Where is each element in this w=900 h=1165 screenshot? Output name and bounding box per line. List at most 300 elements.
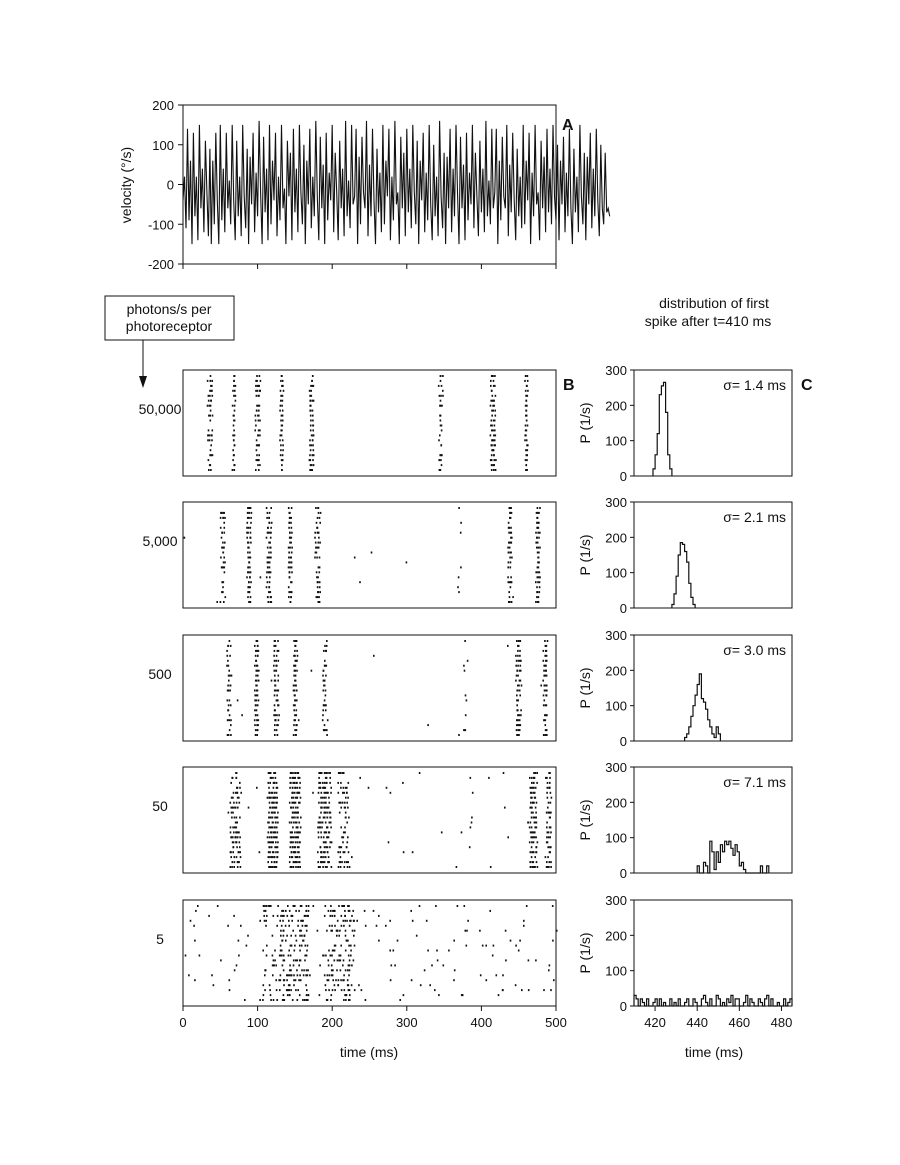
spike-dot [255, 729, 257, 731]
spike-dot [295, 802, 297, 804]
spike-dot [349, 964, 351, 966]
spike-dot [281, 950, 283, 952]
spike-dot [546, 694, 548, 696]
spike-dot [217, 905, 219, 907]
spike-dot [295, 846, 297, 848]
spike-dot [256, 734, 258, 736]
spike-dot [272, 807, 274, 809]
spike-dot [406, 561, 408, 563]
spike-dot [263, 994, 265, 996]
spike-dot [466, 930, 468, 932]
spike-dot [329, 925, 331, 927]
spike-dot [319, 542, 321, 544]
spike-dot [237, 807, 239, 809]
spike-dot [210, 405, 212, 407]
spike-dot [263, 905, 265, 907]
spike-dot [376, 925, 378, 927]
spike-dot [289, 910, 291, 912]
spike-dot [247, 552, 249, 554]
spike-dot [402, 782, 404, 784]
spike-dot [289, 984, 291, 986]
spike-dot [327, 974, 329, 976]
spike-dot [538, 601, 540, 603]
spike-dot [531, 782, 533, 784]
spike-dot [327, 807, 329, 809]
spike-dot [509, 557, 511, 559]
spike-dot [188, 974, 190, 976]
spike-dot [543, 719, 545, 721]
spike-dot [349, 910, 351, 912]
spike-dot [295, 680, 297, 682]
spike-dot [289, 856, 291, 858]
spike-dot [331, 930, 333, 932]
panel-b-xtick-label: 100 [246, 1015, 269, 1030]
spike-dot [226, 665, 228, 667]
spike-dot [230, 645, 232, 647]
spike-dot [440, 469, 442, 471]
spike-dot [349, 989, 351, 991]
spike-dot [457, 905, 459, 907]
spike-dot [249, 552, 251, 554]
spike-dot [346, 792, 348, 794]
spike-dot [240, 866, 242, 868]
spike-dot [270, 527, 272, 529]
spike-dot [328, 910, 330, 912]
spike-dot [546, 822, 548, 824]
spike-dot [209, 439, 211, 441]
spike-dot [260, 380, 262, 382]
histogram-bars [685, 674, 721, 741]
spike-dot [295, 645, 297, 647]
spike-dot [537, 557, 539, 559]
spike-dot [270, 591, 272, 593]
spike-dot [390, 979, 392, 981]
spike-dot [546, 729, 548, 731]
spike-dot [289, 802, 291, 804]
spike-dot [490, 866, 492, 868]
spike-dot [491, 390, 493, 392]
spike-dot [246, 945, 248, 947]
spike-dot [549, 772, 551, 774]
spike-dot [208, 429, 210, 431]
spike-dot [327, 826, 329, 828]
spike-dot [325, 675, 327, 677]
spike-dot [266, 517, 268, 519]
spike-dot [300, 826, 302, 828]
spike-dot [324, 851, 326, 853]
spike-dot [320, 782, 322, 784]
spike-dot [257, 645, 259, 647]
spike-dot [324, 792, 326, 794]
panel-c-xtick-label: 460 [728, 1015, 751, 1030]
spike-dot [288, 557, 290, 559]
spike-dot [249, 512, 251, 514]
histogram-panel [577, 760, 792, 881]
spike-dot [250, 527, 252, 529]
spike-dot [236, 817, 238, 819]
spike-dot [326, 777, 328, 779]
spike-dot [293, 866, 295, 868]
spike-dot [320, 822, 322, 824]
spike-dot [235, 385, 237, 387]
spike-dot [282, 459, 284, 461]
spike-dot [329, 777, 331, 779]
spike-dot [265, 925, 267, 927]
spike-dot [269, 989, 271, 991]
spike-dot [338, 792, 340, 794]
spike-dot [297, 836, 299, 838]
spike-dot [309, 444, 311, 446]
spike-dot [289, 964, 291, 966]
spike-dot [258, 650, 260, 652]
spike-dot [492, 375, 494, 377]
spike-dot [518, 685, 520, 687]
spike-dot [220, 959, 222, 961]
spike-dot [538, 522, 540, 524]
spike-dot [234, 405, 236, 407]
spike-dot [235, 792, 237, 794]
spike-dot [531, 792, 533, 794]
spike-dot [288, 547, 290, 549]
spike-dot [269, 841, 271, 843]
spike-dot [308, 905, 310, 907]
spike-dot [299, 935, 301, 937]
spike-dot [507, 645, 509, 647]
panel-b-xtick-label: 200 [321, 1015, 344, 1030]
spike-dot [527, 375, 529, 377]
spike-dot [274, 792, 276, 794]
spike-dot [276, 699, 278, 701]
spike-dot [493, 945, 495, 947]
spike-dot [222, 547, 224, 549]
spike-dot [516, 729, 518, 731]
spike-dot [519, 729, 521, 731]
spike-dot [542, 680, 544, 682]
panel-c-xlabel: time (ms) [684, 1044, 744, 1060]
spike-dot [456, 866, 458, 868]
spike-dot [276, 999, 278, 1001]
spike-dot [278, 719, 280, 721]
spike-dot [293, 797, 295, 799]
spike-dot [210, 469, 212, 471]
spike-dot [293, 959, 295, 961]
spike-dot [208, 469, 210, 471]
spike-dot [297, 812, 299, 814]
spike-dot [325, 955, 327, 957]
spike-dot [305, 945, 307, 947]
spike-dot [533, 772, 535, 774]
spike-dot [526, 905, 528, 907]
spike-dot [272, 817, 274, 819]
spike-dot [295, 989, 297, 991]
spike-dot [266, 586, 268, 588]
spike-dot [257, 464, 259, 466]
raster-frame [183, 635, 556, 741]
spike-dot [492, 429, 494, 431]
spike-dot [247, 935, 249, 937]
spike-dot [351, 915, 353, 917]
spike-dot [317, 826, 319, 828]
spike-dot [331, 866, 333, 868]
spike-dot [326, 782, 328, 784]
spike-dot [281, 405, 283, 407]
spike-dot [277, 856, 279, 858]
spike-dot [440, 420, 442, 422]
spike-dot [274, 729, 276, 731]
spike-dot [232, 812, 234, 814]
spike-dot [279, 439, 281, 441]
spike-dot [510, 566, 512, 568]
spike-dot [378, 940, 380, 942]
spike-dot [294, 714, 296, 716]
spike-dot [307, 999, 309, 1001]
spike-dot [526, 415, 528, 417]
spike-dot [291, 851, 293, 853]
spike-dot [207, 380, 209, 382]
spike-dot [510, 527, 512, 529]
spike-dot [464, 670, 466, 672]
spike-dot [312, 792, 314, 794]
spike-dot [267, 547, 269, 549]
spike-dot [314, 557, 316, 559]
spike-dot [281, 955, 283, 957]
spike-dot [550, 802, 552, 804]
spike-dot [323, 841, 325, 843]
spike-dot [471, 817, 473, 819]
spike-dot [441, 429, 443, 431]
spike-dot [239, 841, 241, 843]
spike-dot [233, 429, 235, 431]
spike-dot [256, 680, 258, 682]
spike-dot [297, 826, 299, 828]
spike-dot [291, 772, 293, 774]
spike-dot [519, 940, 521, 942]
spike-dot [297, 959, 299, 961]
spike-dot [258, 454, 260, 456]
histogram-ylabel: P (1/s) [577, 534, 593, 576]
spike-dot [354, 945, 356, 947]
histogram-ytick-label: 100 [605, 433, 627, 449]
spike-dot [545, 724, 547, 726]
spike-dot [291, 532, 293, 534]
spike-dot [329, 846, 331, 848]
spike-dot [272, 955, 274, 957]
spike-dot [339, 812, 341, 814]
spike-dot [319, 817, 321, 819]
spike-dot [281, 469, 283, 471]
spike-dot [277, 640, 279, 642]
spike-dot [530, 836, 532, 838]
spike-dot [211, 380, 213, 382]
spike-dot [276, 866, 278, 868]
spike-dot [269, 866, 271, 868]
spike-dot [234, 464, 236, 466]
spike-dot [295, 685, 297, 687]
spike-dot [299, 866, 301, 868]
spike-dot [185, 955, 187, 957]
spike-dot [517, 719, 519, 721]
spike-dot [537, 581, 539, 583]
spike-dot [531, 846, 533, 848]
spike-dot [280, 930, 282, 932]
spike-dot [515, 665, 517, 667]
spike-dot [210, 449, 212, 451]
spike-dot [248, 517, 250, 519]
spike-dot [228, 680, 230, 682]
spike-dot [322, 714, 324, 716]
spike-dot [295, 866, 297, 868]
histogram-ytick-label: 100 [605, 565, 627, 581]
spike-dot [358, 984, 360, 986]
spike-dot [467, 920, 469, 922]
spike-dot [472, 792, 474, 794]
spike-dot [295, 772, 297, 774]
spike-dot [312, 459, 314, 461]
spike-dot [303, 974, 305, 976]
spike-dot [222, 542, 224, 544]
spike-dot [291, 581, 293, 583]
spike-dot [530, 822, 532, 824]
spike-dot [519, 714, 521, 716]
panel-c-label: C [801, 377, 813, 394]
spike-dot [287, 915, 289, 917]
spike-dot [291, 552, 293, 554]
spike-dot [460, 522, 462, 524]
spike-dot [299, 856, 301, 858]
spike-dot [249, 576, 251, 578]
panel-a-ytick-label: 0 [166, 177, 174, 193]
spike-dot [343, 787, 345, 789]
spike-dot [552, 940, 554, 942]
spike-dot [234, 826, 236, 828]
spike-dot [337, 851, 339, 853]
spike-dot [356, 920, 358, 922]
spike-dot [297, 841, 299, 843]
spike-dot [229, 979, 231, 981]
spike-dot [278, 660, 280, 662]
spike-dot [280, 915, 282, 917]
spike-dot [234, 969, 236, 971]
spike-dot [517, 650, 519, 652]
spike-dot [534, 856, 536, 858]
spike-dot [327, 846, 329, 848]
spike-dot [548, 836, 550, 838]
spike-dot [394, 964, 396, 966]
spike-dot [533, 866, 535, 868]
spike-dot [291, 920, 293, 922]
spike-dot [321, 807, 323, 809]
spike-dot [289, 532, 291, 534]
spike-dot [277, 851, 279, 853]
spike-dot [272, 777, 274, 779]
spike-dot [339, 851, 341, 853]
spike-dot [257, 704, 259, 706]
spike-dot [291, 974, 293, 976]
spike-dot [281, 464, 283, 466]
spike-dot [512, 596, 514, 598]
spike-dot [290, 601, 292, 603]
spike-dot [403, 994, 405, 996]
spike-dot [282, 920, 284, 922]
spike-dot [345, 969, 347, 971]
spike-dot [347, 969, 349, 971]
spike-dot [280, 945, 282, 947]
spike-dot [227, 660, 229, 662]
spike-dot [275, 685, 277, 687]
spike-dot [344, 915, 346, 917]
panel-b-xlabel: time (ms) [339, 1044, 399, 1060]
spike-dot [549, 861, 551, 863]
spike-dot [277, 817, 279, 819]
spike-dot [458, 734, 460, 736]
spike-dot [304, 955, 306, 957]
spike-dot [239, 836, 241, 838]
spike-dot [328, 836, 330, 838]
spike-dot [282, 380, 284, 382]
histogram-ytick-label: 300 [605, 893, 627, 908]
spike-dot [271, 836, 273, 838]
spike-dot [236, 802, 238, 804]
spike-dot [295, 787, 297, 789]
spike-dot [220, 601, 222, 603]
spike-dot [350, 950, 352, 952]
spike-dot [463, 665, 465, 667]
spike-dot [277, 915, 279, 917]
spike-dot [318, 542, 320, 544]
spike-dot [292, 930, 294, 932]
spike-dot [529, 777, 531, 779]
spike-dot [325, 694, 327, 696]
spike-dot [534, 817, 536, 819]
spike-dot [212, 454, 214, 456]
spike-dot [231, 812, 233, 814]
spike-dot [255, 390, 257, 392]
spike-dot [269, 856, 271, 858]
spike-dot [510, 552, 512, 554]
spike-dot [349, 969, 351, 971]
spike-dot [280, 935, 282, 937]
spike-dot [275, 831, 277, 833]
spike-dot [291, 591, 293, 593]
spike-dot [233, 380, 235, 382]
spike-dot [297, 856, 299, 858]
spike-dot [325, 856, 327, 858]
spike-dot [419, 772, 421, 774]
spike-dot [317, 851, 319, 853]
spike-dot [293, 675, 295, 677]
spike-dot [258, 469, 260, 471]
spike-dot [233, 802, 235, 804]
spike-dot [320, 772, 322, 774]
spike-dot [232, 469, 234, 471]
spike-dot [274, 812, 276, 814]
spike-dot [549, 836, 551, 838]
spike-dot [324, 782, 326, 784]
spike-dot [493, 464, 495, 466]
spike-dot [310, 429, 312, 431]
spike-dot [509, 601, 511, 603]
spike-dot [337, 920, 339, 922]
spike-dot [230, 826, 232, 828]
spike-dot [520, 714, 522, 716]
spike-dot [293, 974, 295, 976]
raster-row [156, 900, 557, 1006]
spike-dot [322, 866, 324, 868]
spike-dot [318, 866, 320, 868]
spike-dot [525, 390, 527, 392]
spike-dot [526, 385, 528, 387]
spike-dot [337, 930, 339, 932]
